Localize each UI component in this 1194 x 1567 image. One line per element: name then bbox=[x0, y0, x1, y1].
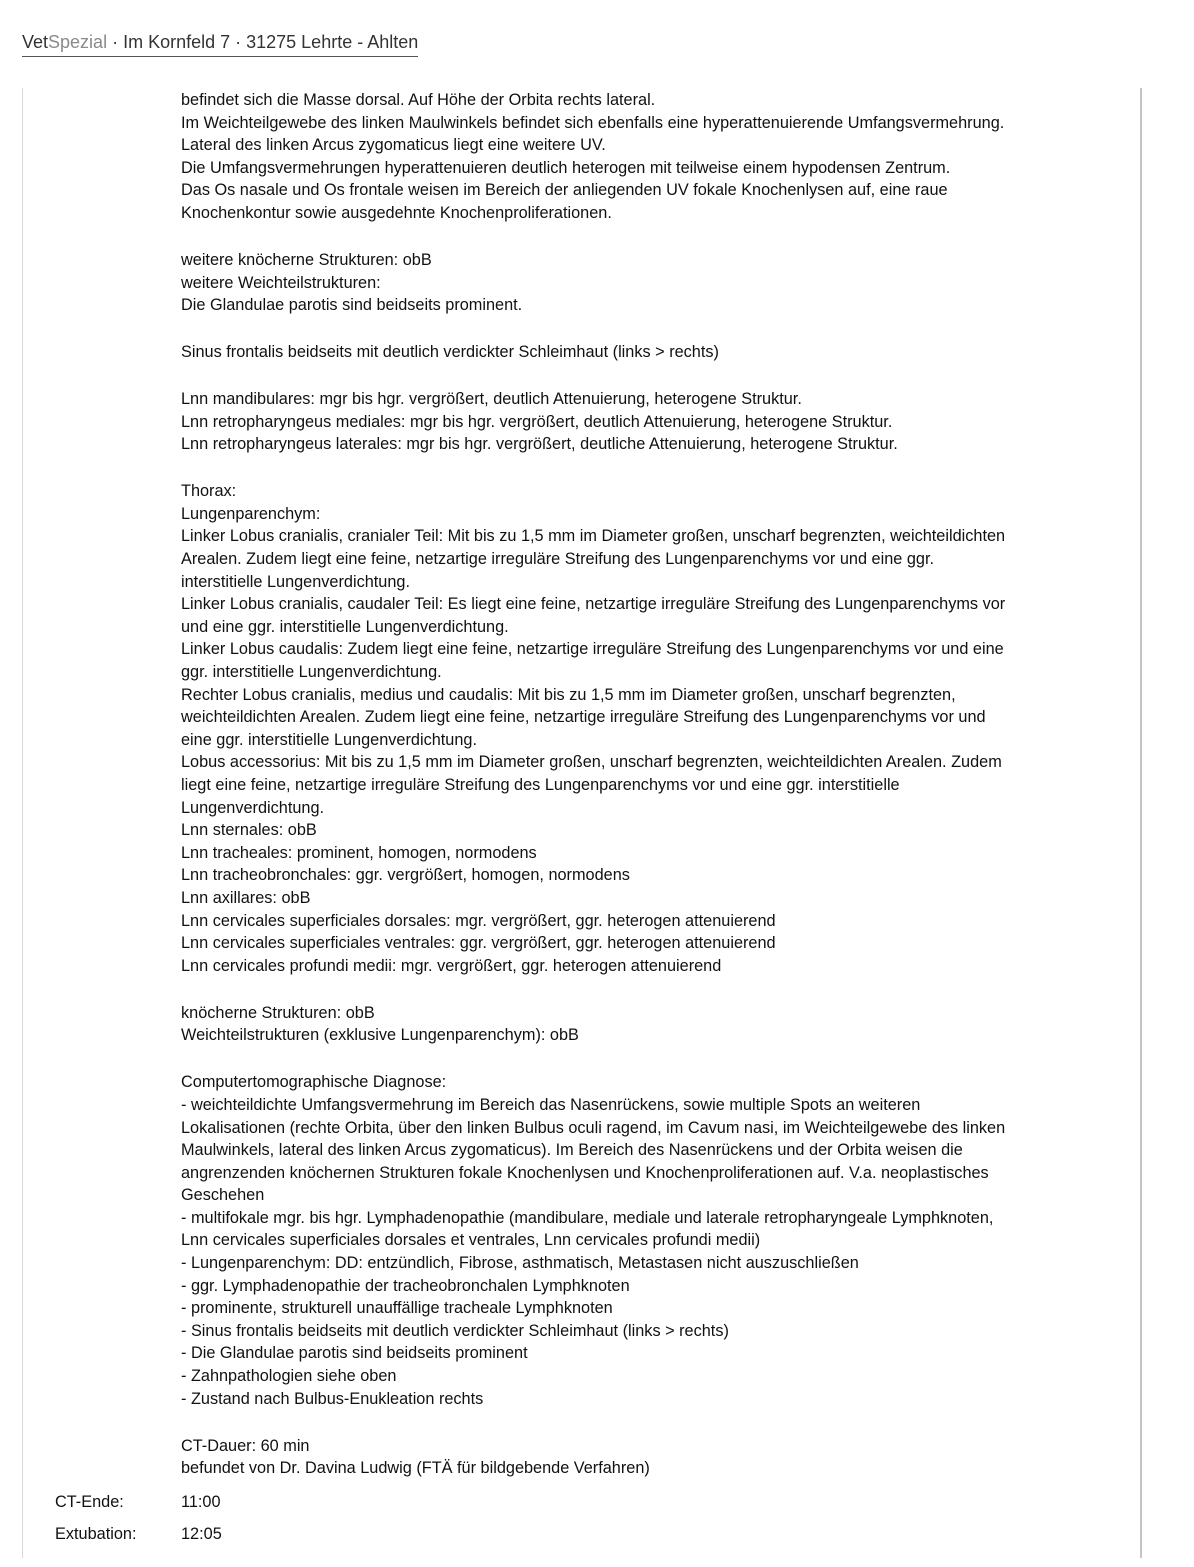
report-line: - Lungenparenchym: DD: entzündlich, Fibrose, asthmatisch, Metastasen nicht auszuschließen bbox=[181, 1254, 859, 1273]
report-line: knöcherne Strukturen: obB bbox=[181, 1003, 375, 1022]
report-line: Computertomographische Diagnose: bbox=[181, 1073, 447, 1092]
left-margin-rule bbox=[22, 88, 23, 1558]
report-line: Im Weichteilgewebe des linken Maulwinkels befindet sich ebenfalls eine hyperattenuierende Umfangsvermehrung. bbox=[181, 113, 1005, 132]
report-line: Lungenparenchym: bbox=[181, 504, 321, 523]
report-line: Lobus accessorius: Mit bis zu 1,5 mm im Diameter großen, unscharf begrenzten, weichteildichten Arealen. Zudem bbox=[181, 753, 1002, 772]
paragraph-gap bbox=[181, 364, 1126, 388]
report-line: befindet sich die Masse dorsal. Auf Höhe der Orbita rechts lateral. bbox=[181, 91, 656, 109]
report-line: weichteildichten Arealen. Zudem liegt eine feine, netzartige irreguläre Streifung des Lungenparenchyms vor und bbox=[181, 708, 986, 727]
ct-end-value: 11:00 bbox=[181, 1493, 221, 1511]
report-line: Das Os nasale und Os frontale weisen im Bereich der anliegenden UV fokale Knochenlysen auf, eine raue bbox=[181, 181, 948, 200]
extubation-label: Extubation: bbox=[55, 1525, 137, 1543]
report-line: liegt eine feine, netzartige irreguläre Streifung des Lungenparenchyms vor und eine ggr. interstitielle bbox=[181, 776, 900, 794]
report-line: Lungenverdichtung. bbox=[181, 798, 325, 817]
report-body bbox=[181, 89, 1126, 1480]
report-line: Lnn cervicales superficiales dorsales: mgr. vergrößert, ggr. heterogen attenuierend bbox=[181, 911, 776, 930]
report-line: Linker Lobus caudalis: Zudem liegt eine feine, netzartige irreguläre Streifung des Lungenparenchyms vor und eine bbox=[181, 640, 1004, 659]
report-line: weitere Weichteilstrukturen: bbox=[181, 273, 381, 292]
report-line: Lnn cervicales profundi medii: mgr. vergrößert, ggr. heterogen attenuierend bbox=[181, 956, 722, 975]
report-line: Die Glandulae parotis sind beidseits prominent. bbox=[181, 296, 523, 315]
report-line: Linker Lobus cranialis, caudaler Teil: Es liegt eine feine, netzartige irreguläre Streifung des Lungenparenchyms vor bbox=[181, 595, 1006, 614]
ct-end-label: CT-Ende: bbox=[55, 1493, 124, 1511]
report-line: Arealen. Zudem liegt eine feine, netzartige irreguläre Streifung des Lungenparenchyms vor und eine ggr. bbox=[181, 550, 935, 569]
paragraph-gap bbox=[181, 977, 1126, 1001]
report-line: Lnn retropharyngeus laterales: mgr bis hgr. vergrößert, deutliche Attenuierung, heterogene Struktur. bbox=[181, 435, 898, 454]
report-line: ggr. interstitielle Lungenverdichtung. bbox=[181, 663, 442, 682]
report-line: Lnn tracheales: prominent, homogen, normodens bbox=[181, 843, 537, 862]
paragraph-gap bbox=[181, 317, 1126, 341]
ct-end-row bbox=[55, 1491, 221, 1513]
extubation-row bbox=[55, 1523, 222, 1545]
paragraph-gap bbox=[181, 1047, 1126, 1071]
report-line: - Zustand nach Bulbus-Enukleation rechts bbox=[181, 1389, 484, 1408]
report-line: Lnn retropharyngeus mediales: mgr bis hgr. vergrößert, deutlich Attenuierung, heterogene Struktur. bbox=[181, 412, 893, 431]
report-line: Linker Lobus cranialis, cranialer Teil: Mit bis zu 1,5 mm im Diameter großen, unscharf begrenzten, weichteildichten bbox=[181, 527, 1006, 546]
report-line: Lnn cervicales superficiales ventrales: ggr. vergrößert, ggr. heterogen attenuierend bbox=[181, 934, 776, 953]
report-line: - multifokale mgr. bis hgr. Lymphadenopathie (mandibulare, mediale und laterale retropharyngeale Lymphknoten, bbox=[181, 1208, 994, 1227]
report-line: Knochenkontur sowie ausgedehnte Knochenproliferationen. bbox=[181, 203, 612, 222]
extubation-value: 12:05 bbox=[181, 1525, 222, 1543]
report-line: Lnn cervicales superficiales dorsales et ventrales, Lnn cervicales profundi medii) bbox=[181, 1231, 761, 1250]
right-margin-rule bbox=[1140, 88, 1142, 1558]
report-line: und eine ggr. interstitielle Lungenverdichtung. bbox=[181, 617, 509, 636]
report-line: Lateral des linken Arcus zygomaticus liegt eine weitere UV. bbox=[181, 136, 606, 155]
clinic-address: · Im Kornfeld 7 · 31275 Lehrte - Ahlten bbox=[107, 32, 419, 52]
paragraph-gap bbox=[181, 456, 1126, 480]
report-line: CT-Dauer: 60 min bbox=[181, 1436, 310, 1455]
report-line: Sinus frontalis beidseits mit deutlich verdickter Schleimhaut (links > rechts) bbox=[181, 343, 719, 362]
report-line: interstitielle Lungenverdichtung. bbox=[181, 572, 410, 591]
report-line: Rechter Lobus cranialis, medius und caudalis: Mit bis zu 1,5 mm im Diameter großen, unscharf begrenzten, bbox=[181, 685, 956, 704]
report-line: Lnn sternales: obB bbox=[181, 821, 317, 840]
report-line: - weichteildichte Umfangsvermehrung im Bereich das Nasenrückens, sowie multiple Spots an weiteren bbox=[181, 1095, 921, 1114]
report-line: Maulwinkels, lateral des linken Arcus zygomaticus). Im Bereich des Nasenrückens und der Orbita weisen die bbox=[181, 1141, 963, 1160]
report-line: weitere knöcherne Strukturen: obB bbox=[181, 250, 432, 269]
brand-vet: Vet bbox=[22, 32, 49, 52]
report-line: - Zahnpathologien siehe oben bbox=[181, 1367, 397, 1386]
report-line: - prominente, strukturell unauffällige tracheale Lymphknoten bbox=[181, 1299, 613, 1318]
letterhead bbox=[22, 30, 418, 57]
report-line: - Die Glandulae parotis sind beidseits prominent bbox=[181, 1344, 528, 1363]
report-line: Die Umfangsvermehrungen hyperattenuieren deutlich heterogen mit teilweise einem hypodensen Zentrum. bbox=[181, 158, 951, 177]
brand-spezial: Spezial bbox=[48, 32, 108, 52]
paragraph-gap bbox=[181, 1410, 1126, 1434]
report-line: Lnn axillares: obB bbox=[181, 888, 311, 907]
report-line: Weichteilstrukturen (exklusive Lungenparenchym): obB bbox=[181, 1026, 579, 1045]
report-line: Thorax: bbox=[181, 482, 237, 501]
report-line: Lokalisationen (rechte Orbita, über den linken Bulbus oculi ragend, im Cavum nasi, im Weichteilgewebe des linken bbox=[181, 1118, 1006, 1137]
report-line: befundet von Dr. Davina Ludwig (FTÄ für bildgebende Verfahren) bbox=[181, 1459, 650, 1478]
paragraph-gap bbox=[181, 225, 1126, 249]
report-line: - Sinus frontalis beidseits mit deutlich verdickter Schleimhaut (links > rechts) bbox=[181, 1321, 729, 1340]
report-line: - ggr. Lymphadenopathie der tracheobronchalen Lymphknoten bbox=[181, 1276, 630, 1295]
report-line: Geschehen bbox=[181, 1186, 265, 1205]
report-line: eine ggr. interstitielle Lungenverdichtung. bbox=[181, 730, 477, 749]
report-line: Lnn mandibulares: mgr bis hgr. vergrößert, deutlich Attenuierung, heterogene Struktur. bbox=[181, 390, 802, 409]
report-line: angrenzenden knöchernen Strukturen fokale Knochenlysen und Knochenproliferationen auf. V.a. neoplastisches bbox=[181, 1163, 989, 1182]
report-line: Lnn tracheobronchales: ggr. vergrößert, homogen, normodens bbox=[181, 866, 630, 885]
